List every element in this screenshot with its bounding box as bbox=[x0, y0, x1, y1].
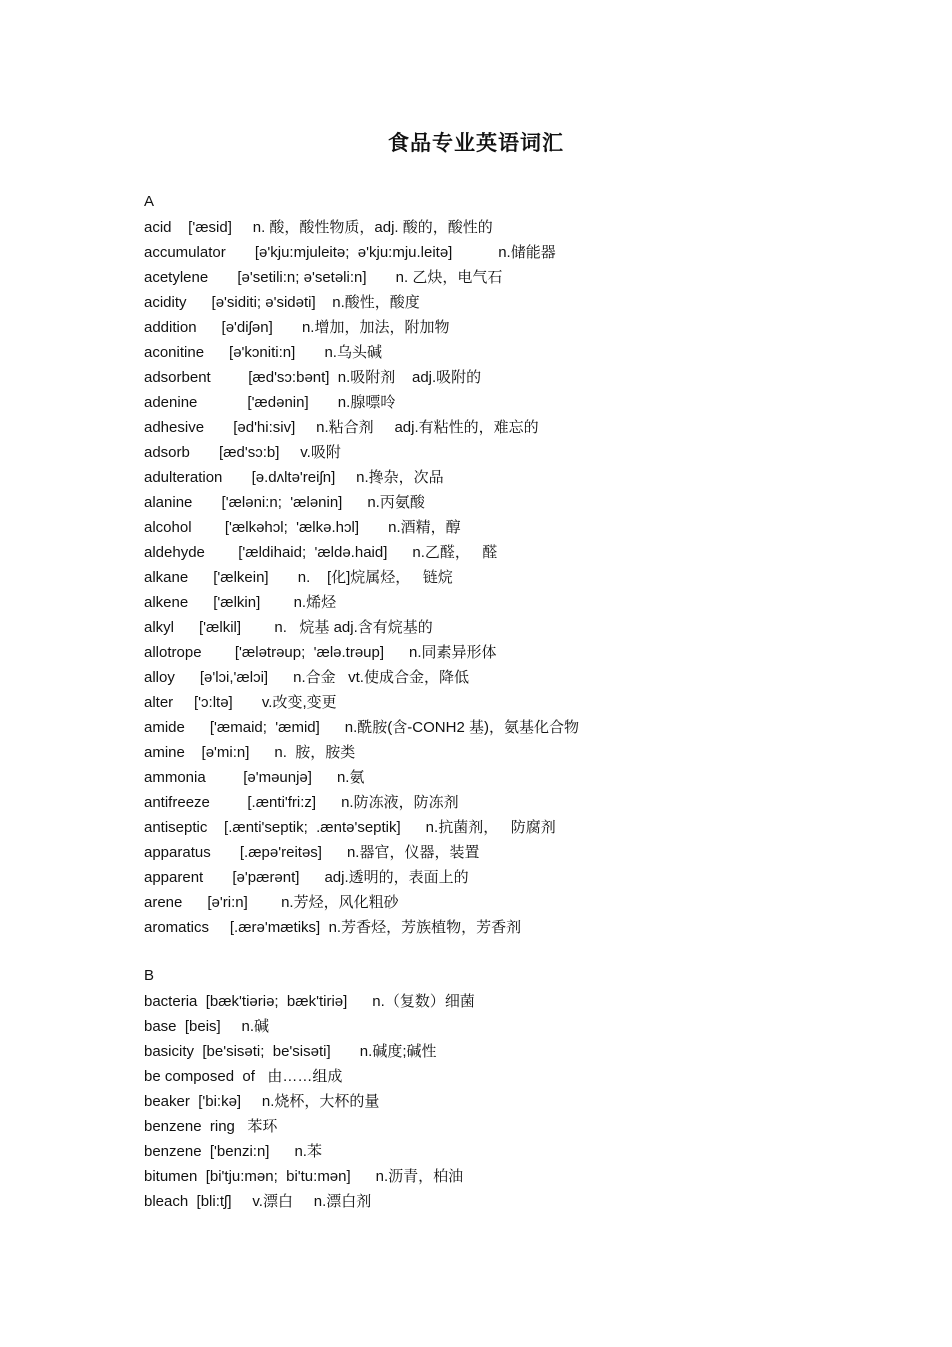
vocab-entry bbox=[144, 992, 844, 1017]
vocab-entry bbox=[144, 793, 844, 818]
vocab-entry-text: aldehyde ['ældihaid; 'ældə.haid] n.乙醛， 醛 bbox=[144, 544, 498, 561]
vocab-entry bbox=[144, 268, 844, 293]
vocab-entry bbox=[144, 368, 844, 393]
vocab-entry-text: adhesive [əd'hi:siv] n.粘合剂 adj.有粘性的，难忘的 bbox=[144, 419, 539, 436]
vocab-entry bbox=[144, 1167, 844, 1192]
vocab-entry bbox=[144, 743, 844, 768]
vocab-entry bbox=[144, 643, 844, 668]
vocab-entry-text: ammonia [ə'məunjə] n.氨 bbox=[144, 769, 365, 786]
vocab-entry bbox=[144, 343, 844, 368]
vocab-entry bbox=[144, 843, 844, 868]
vocab-entry bbox=[144, 1117, 844, 1142]
vocab-entry-text: aromatics [.ærə'mætiks] n.芳香烃，芳族植物，芳香剂 bbox=[144, 919, 522, 936]
vocab-entry bbox=[144, 593, 844, 618]
vocab-entry bbox=[144, 618, 844, 643]
vocab-entry-text: bacteria [bæk'tiəriə; bæk'tiriə] n.（复数）细菌 bbox=[144, 993, 475, 1010]
vocab-entry-text: alkane ['ælkein] n. [化]烷属烃， 链烷 bbox=[144, 569, 453, 586]
vocab-entry-text: adenine ['ædənin] n.腺嘌呤 bbox=[144, 394, 396, 411]
vocab-entry bbox=[144, 468, 844, 493]
vocab-entry-text: bitumen [bi'tju:mən; bi'tu:mən] n.沥青，柏油 bbox=[144, 1168, 464, 1185]
vocab-entry bbox=[144, 418, 844, 443]
vocab-entry bbox=[144, 1142, 844, 1167]
vocab-entry bbox=[144, 393, 844, 418]
vocab-entry bbox=[144, 1067, 844, 1092]
vocab-entry-text: base [beis] n.碱 bbox=[144, 1018, 270, 1035]
section-a bbox=[144, 193, 844, 943]
vocab-entry bbox=[144, 293, 844, 318]
vocab-entry bbox=[144, 718, 844, 743]
vocab-entry-text: antiseptic [.ænti'septik; .æntə'septik] n.抗菌剂， 防腐剂 bbox=[144, 819, 556, 836]
vocab-entry bbox=[144, 768, 844, 793]
section-letter: B bbox=[144, 967, 155, 984]
vocab-entry bbox=[144, 1017, 844, 1042]
vocab-entry-text: be composed of 由……组成 bbox=[144, 1068, 343, 1085]
vocab-entry-text: accumulator [ə'kju:mjuleitə; ə'kju:mju.leitə] n.储能器 bbox=[144, 244, 556, 261]
vocab-entry-text: alloy [ə'lɔi,'ælɔi] n.合金 vt.使成合金，降低 bbox=[144, 669, 469, 686]
entry-list-a bbox=[144, 218, 844, 943]
section-b bbox=[144, 967, 844, 1217]
vocab-entry-text: acidity [ə'siditi; ə'sidəti] n.酸性，酸度 bbox=[144, 294, 420, 311]
vocab-entry bbox=[144, 1092, 844, 1117]
vocab-entry bbox=[144, 518, 844, 543]
vocab-entry-text: adsorbent [æd'sɔ:bənt] n.吸附剂 adj.吸附的 bbox=[144, 369, 482, 386]
vocab-entry-text: alcohol ['ælkəhɔl; 'ælkə.hɔl] n.酒精，醇 bbox=[144, 519, 461, 536]
page-title: 食品专业英语词汇 bbox=[388, 131, 564, 155]
vocab-entry-text: adulteration [ə.dʌltə'reiʃn] n.搀杂，次品 bbox=[144, 469, 444, 486]
vocab-entry-text: benzene ['benzi:n] n.苯 bbox=[144, 1143, 322, 1160]
vocab-entry-text: acetylene [ə'setili:n; ə'setəli:n] n. 乙炔，电气石 bbox=[144, 269, 503, 286]
vocab-entry-text: addition [ə'diʃən] n.增加，加法，附加物 bbox=[144, 319, 450, 336]
vocab-entry-text: beaker ['bi:kə] n.烧杯，大杯的量 bbox=[144, 1093, 380, 1110]
entry-list-b bbox=[144, 992, 844, 1217]
vocab-entry-text: amine [ə'mi:n] n. 胺，胺类 bbox=[144, 744, 356, 761]
vocab-entry-text: amide ['æmaid; 'æmid] n.酰胺(含-CONH2 基)，氨基化合物 bbox=[144, 719, 579, 736]
vocab-entry bbox=[144, 918, 844, 943]
vocab-entry-text: alkyl ['ælkil] n. 烷基 adj.含有烷基的 bbox=[144, 619, 433, 636]
vocab-entry bbox=[144, 693, 844, 718]
vocab-entry-text: apparent [ə'pærənt] adj.透明的，表面上的 bbox=[144, 869, 469, 886]
vocab-entry bbox=[144, 818, 844, 843]
vocab-entry-text: alkene ['ælkin] n.烯烃 bbox=[144, 594, 337, 611]
vocab-entry-text: alanine ['æləni:n; 'ælənin] n.丙氨酸 bbox=[144, 494, 425, 511]
vocab-entry-text: adsorb [æd'sɔ:b] v.吸附 bbox=[144, 444, 341, 461]
vocab-entry-text: alter ['ɔ:ltə] v.改变,变更 bbox=[144, 694, 337, 711]
section-letter: A bbox=[144, 193, 155, 210]
vocab-entry bbox=[144, 1192, 844, 1217]
vocab-entry bbox=[144, 543, 844, 568]
vocab-entry-text: antifreeze [.ænti'fri:z] n.防冻液，防冻剂 bbox=[144, 794, 459, 811]
vocab-entry bbox=[144, 493, 844, 518]
vocab-entry-text: arene [ə'ri:n] n.芳烃，风化粗砂 bbox=[144, 894, 399, 911]
vocab-entry-text: basicity [be'sisəti; be'sisəti] n.碱度;碱性 bbox=[144, 1043, 437, 1060]
vocab-entry-text: apparatus [.æpə'reitəs] n.器官，仪器，装置 bbox=[144, 844, 480, 861]
vocab-entry bbox=[144, 318, 844, 343]
vocab-entry bbox=[144, 868, 844, 893]
vocab-entry bbox=[144, 218, 844, 243]
vocab-entry-text: bleach [bli:tʃ] v.漂白 n.漂白剂 bbox=[144, 1193, 372, 1210]
vocab-entry bbox=[144, 1042, 844, 1067]
vocab-entry-text: aconitine [ə'kɔniti:n] n.乌头碱 bbox=[144, 344, 382, 361]
vocab-entry bbox=[144, 568, 844, 593]
vocab-entry bbox=[144, 893, 844, 918]
vocab-entry bbox=[144, 668, 844, 693]
vocab-entry-text: allotrope ['ælətrəup; 'ælə.trəup] n.同素异形体 bbox=[144, 644, 497, 661]
vocab-entry-text: acid ['æsid] n. 酸，酸性物质，adj. 酸的，酸性的 bbox=[144, 219, 493, 236]
vocab-entry bbox=[144, 243, 844, 268]
vocab-entry bbox=[144, 443, 844, 468]
vocab-entry-text: benzene ring 苯环 bbox=[144, 1118, 278, 1135]
